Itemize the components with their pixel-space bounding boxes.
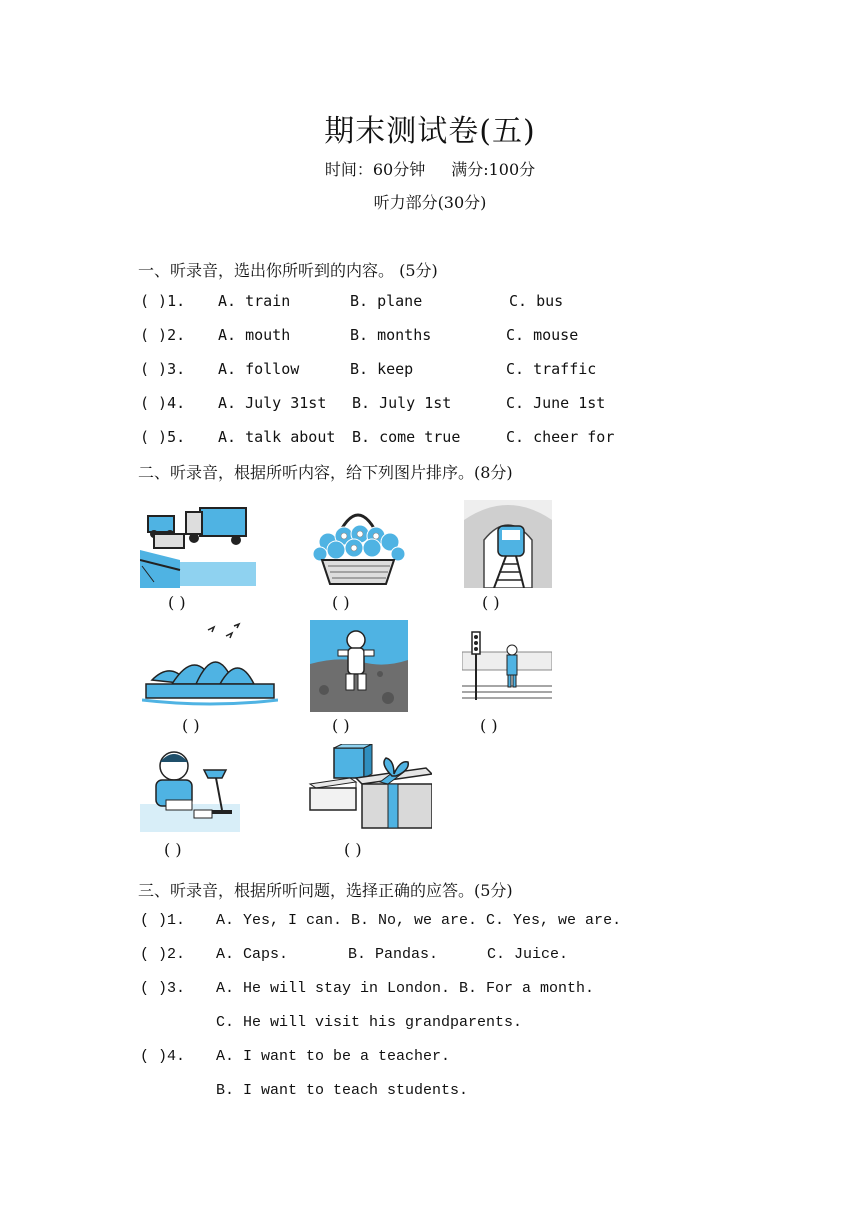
answer-blank[interactable]: ( )2. xyxy=(140,946,186,963)
answer-blank[interactable]: ( )2. xyxy=(140,326,186,344)
answer-options[interactable]: A. Yes, I can. B. No, we are. C. Yes, we are. xyxy=(216,912,622,929)
answer-blank[interactable]: ( )4. xyxy=(140,394,186,412)
answer-option-a[interactable]: A. I want to be a teacher. xyxy=(216,1048,451,1065)
answer-blank[interactable]: ( )3. xyxy=(140,360,186,378)
answer-blank[interactable]: ( )5. xyxy=(140,428,186,446)
option-a[interactable]: A. Caps. xyxy=(216,946,289,963)
option-c[interactable]: C. mouse xyxy=(506,326,579,344)
option-a[interactable]: A. mouth xyxy=(218,326,291,344)
order-blank-6[interactable]: ( ) xyxy=(480,716,498,735)
astronaut-moon-picture xyxy=(310,620,408,712)
exam-meta xyxy=(0,157,860,180)
option-c[interactable]: C. traffic xyxy=(506,360,597,378)
flower-basket-picture xyxy=(308,498,408,588)
order-blank-7[interactable]: ( ) xyxy=(164,840,182,859)
answer-blank[interactable]: ( )1. xyxy=(140,292,186,310)
option-c[interactable]: C. Juice. xyxy=(487,946,569,963)
option-b[interactable]: B. come true xyxy=(352,428,461,446)
answer-option-c[interactable]: C. He will visit his grandparents. xyxy=(216,1014,523,1031)
order-blank-2[interactable]: ( ) xyxy=(332,593,350,612)
option-b[interactable]: B. July 1st xyxy=(352,394,452,412)
traffic-light-boy-picture xyxy=(462,622,552,708)
option-b[interactable]: B. Pandas. xyxy=(348,946,439,963)
order-blank-3[interactable]: ( ) xyxy=(482,593,500,612)
option-b[interactable]: B. keep xyxy=(350,360,414,378)
section3-heading: 三、听录音，根据所听问题，选择正确的应答。(5分) xyxy=(138,881,513,900)
answer-blank[interactable]: ( )1. xyxy=(140,912,186,929)
option-c[interactable]: C. bus xyxy=(509,292,564,310)
section2-heading: 二、听录音，根据所听内容，给下列图片排序。(8分) xyxy=(138,463,513,482)
order-blank-8[interactable]: ( ) xyxy=(344,840,362,859)
boy-studying-picture xyxy=(140,744,240,832)
part-heading: 听力部分(30分) xyxy=(373,193,487,212)
answer-blank[interactable]: ( )3. xyxy=(140,980,186,997)
page-title: 期末测试卷(五) xyxy=(324,114,536,149)
option-b[interactable]: B. months xyxy=(350,326,432,344)
order-blank-4[interactable]: ( ) xyxy=(182,716,200,735)
option-b[interactable]: B. plane xyxy=(350,292,423,310)
opera-house-picture xyxy=(142,622,278,706)
order-blank-5[interactable]: ( ) xyxy=(332,716,350,735)
answer-option-b[interactable]: B. I want to teach students. xyxy=(216,1082,469,1099)
order-blank-1[interactable]: ( ) xyxy=(168,593,186,612)
option-a[interactable]: A. talk about xyxy=(218,428,336,446)
train-tunnel-picture xyxy=(464,500,552,588)
option-c[interactable]: C. cheer for xyxy=(506,428,615,446)
option-a[interactable]: A. follow xyxy=(218,360,300,378)
time-limit: 时间：60分钟 xyxy=(324,160,426,179)
option-a[interactable]: A. train xyxy=(218,292,291,310)
answer-options[interactable]: A. He will stay in London. B. For a month. xyxy=(216,980,595,997)
traffic-jam-picture xyxy=(140,500,256,588)
answer-blank[interactable]: ( )4. xyxy=(140,1048,186,1065)
full-score: 满分:100分 xyxy=(451,160,536,179)
option-a[interactable]: A. July 31st xyxy=(218,394,327,412)
option-c[interactable]: C. June 1st xyxy=(506,394,606,412)
gift-boxes-picture xyxy=(308,744,432,832)
section1-heading: 一、听录音，选出你所听到的内容。 (5分) xyxy=(138,261,438,280)
